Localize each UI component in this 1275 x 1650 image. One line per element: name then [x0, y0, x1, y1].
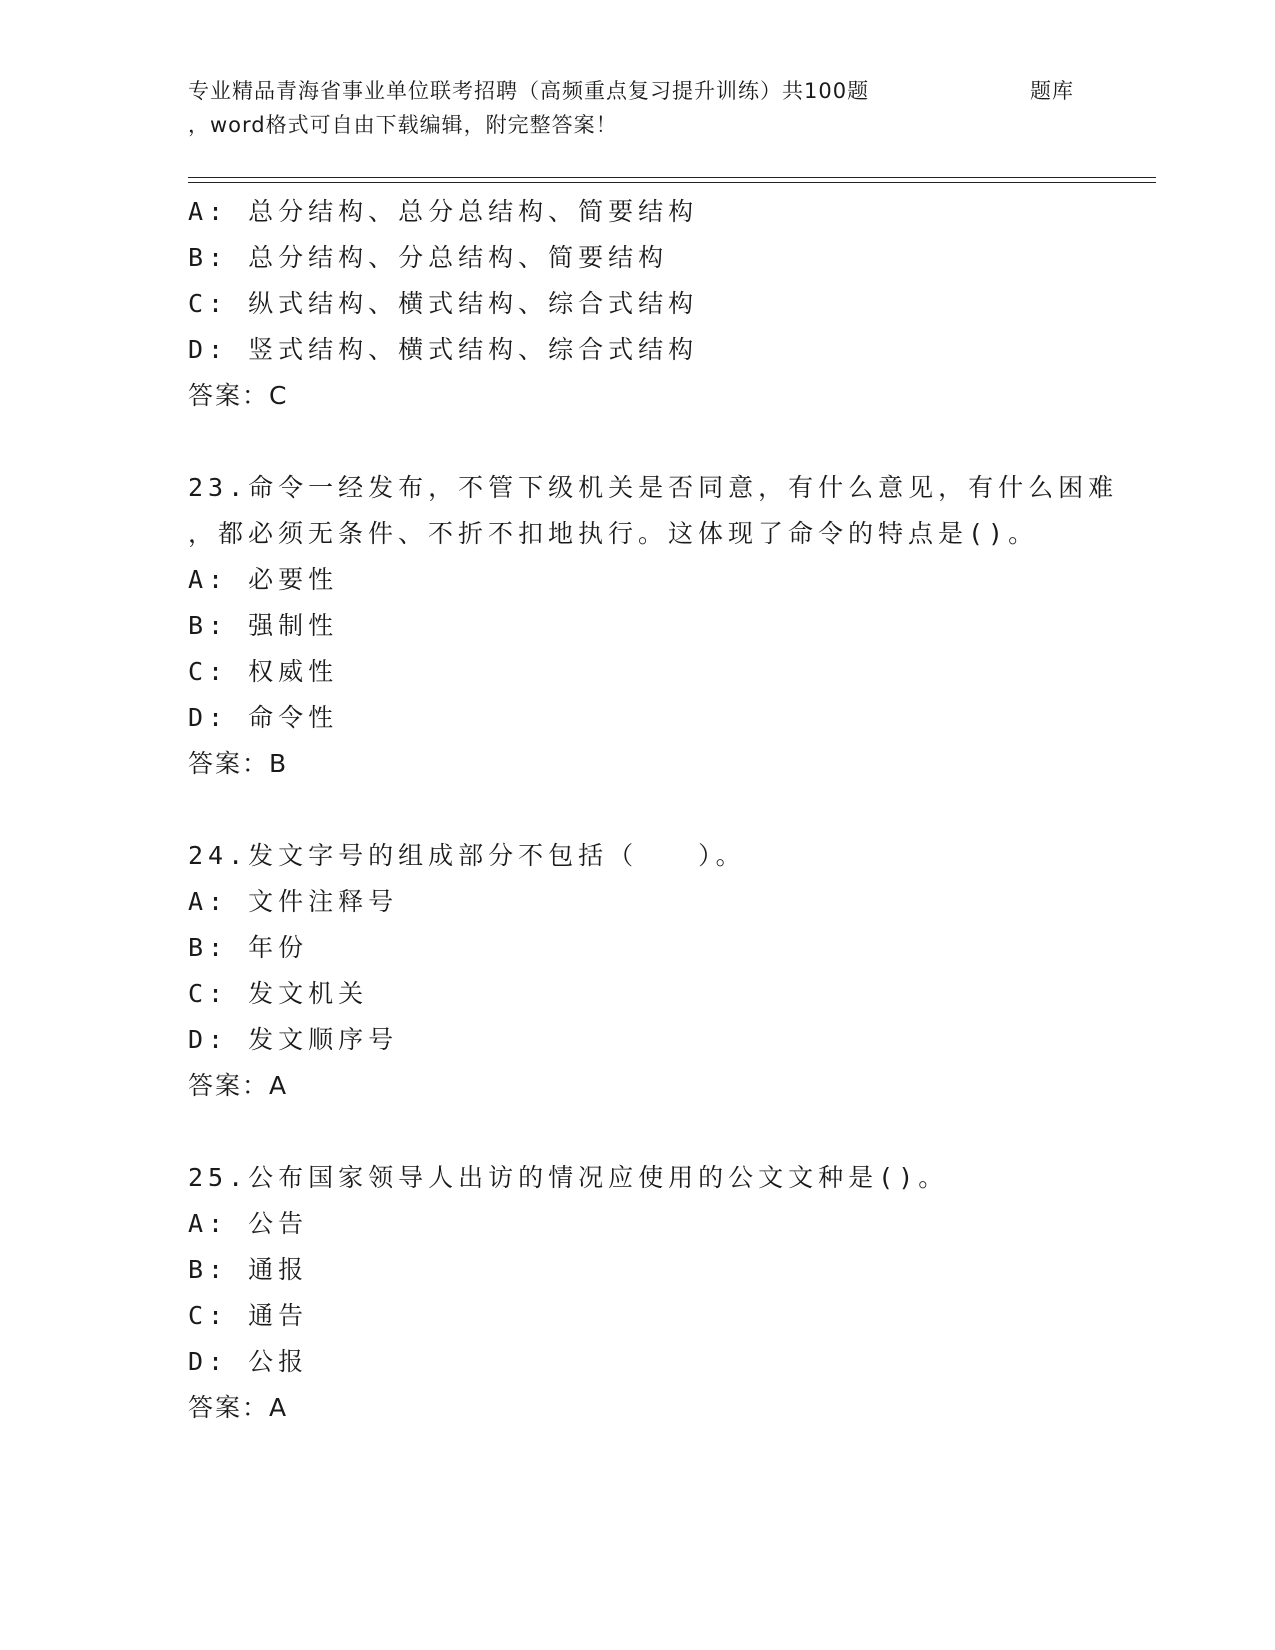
spacer	[188, 787, 1088, 833]
answer-line: 答案：B	[188, 749, 289, 778]
header-subtitle: ，word格式可自由下载编辑，附完整答案！	[188, 113, 618, 137]
answer-line: 答案：A	[188, 1393, 289, 1422]
option-d: D: 命令性	[188, 703, 339, 732]
answer-line: 答案：A	[188, 1071, 289, 1100]
spacer	[188, 419, 1088, 465]
question-23	[188, 465, 1119, 787]
option-c: C: 权威性	[188, 657, 339, 686]
question-stem: 23.命令一经发布，不管下级机关是否同意，有什么意见，有什么困难	[188, 473, 1119, 502]
option-a: A: 公告	[188, 1209, 309, 1238]
question-22	[188, 189, 1088, 419]
option-a: A: 总分结构、总分总结构、简要结构	[188, 197, 699, 226]
question-stem-continued: ，都必须无条件、不折不扣地执行。这体现了命令的特点是()。	[188, 519, 1039, 548]
question-stem: 24.发文字号的组成部分不包括（ ）。	[188, 841, 746, 870]
option-b: B: 通报	[188, 1255, 309, 1284]
question-stem: 25.公布国家领导人出访的情况应使用的公文文种是()。	[188, 1163, 949, 1192]
option-d: D: 发文顺序号	[188, 1025, 399, 1054]
option-c: C: 发文机关	[188, 979, 369, 1008]
option-c: C: 通告	[188, 1301, 309, 1330]
option-b: B: 总分结构、分总结构、简要结构	[188, 243, 669, 272]
header-title: 专业精品青海省事业单位联考招聘（高频重点复习提升训练）共100题	[188, 79, 870, 103]
answer-line: 答案：C	[188, 381, 289, 410]
option-a: A: 文件注释号	[188, 887, 399, 916]
header-tag: 题库	[1030, 79, 1074, 103]
option-a: A: 必要性	[188, 565, 339, 594]
header-rule-bottom	[188, 182, 1156, 183]
option-c: C: 纵式结构、横式结构、综合式结构	[188, 289, 699, 318]
option-b: B: 强制性	[188, 611, 339, 640]
option-d: D: 竖式结构、横式结构、综合式结构	[188, 335, 699, 364]
option-b: B: 年份	[188, 933, 309, 962]
question-25	[188, 1155, 1088, 1431]
option-d: D: 公报	[188, 1347, 309, 1376]
question-24	[188, 833, 1088, 1109]
question-content	[188, 189, 1119, 1431]
page-header	[188, 74, 1158, 142]
spacer	[188, 1109, 1088, 1155]
header-title-line	[188, 74, 1158, 108]
header-rule-top	[188, 177, 1156, 178]
